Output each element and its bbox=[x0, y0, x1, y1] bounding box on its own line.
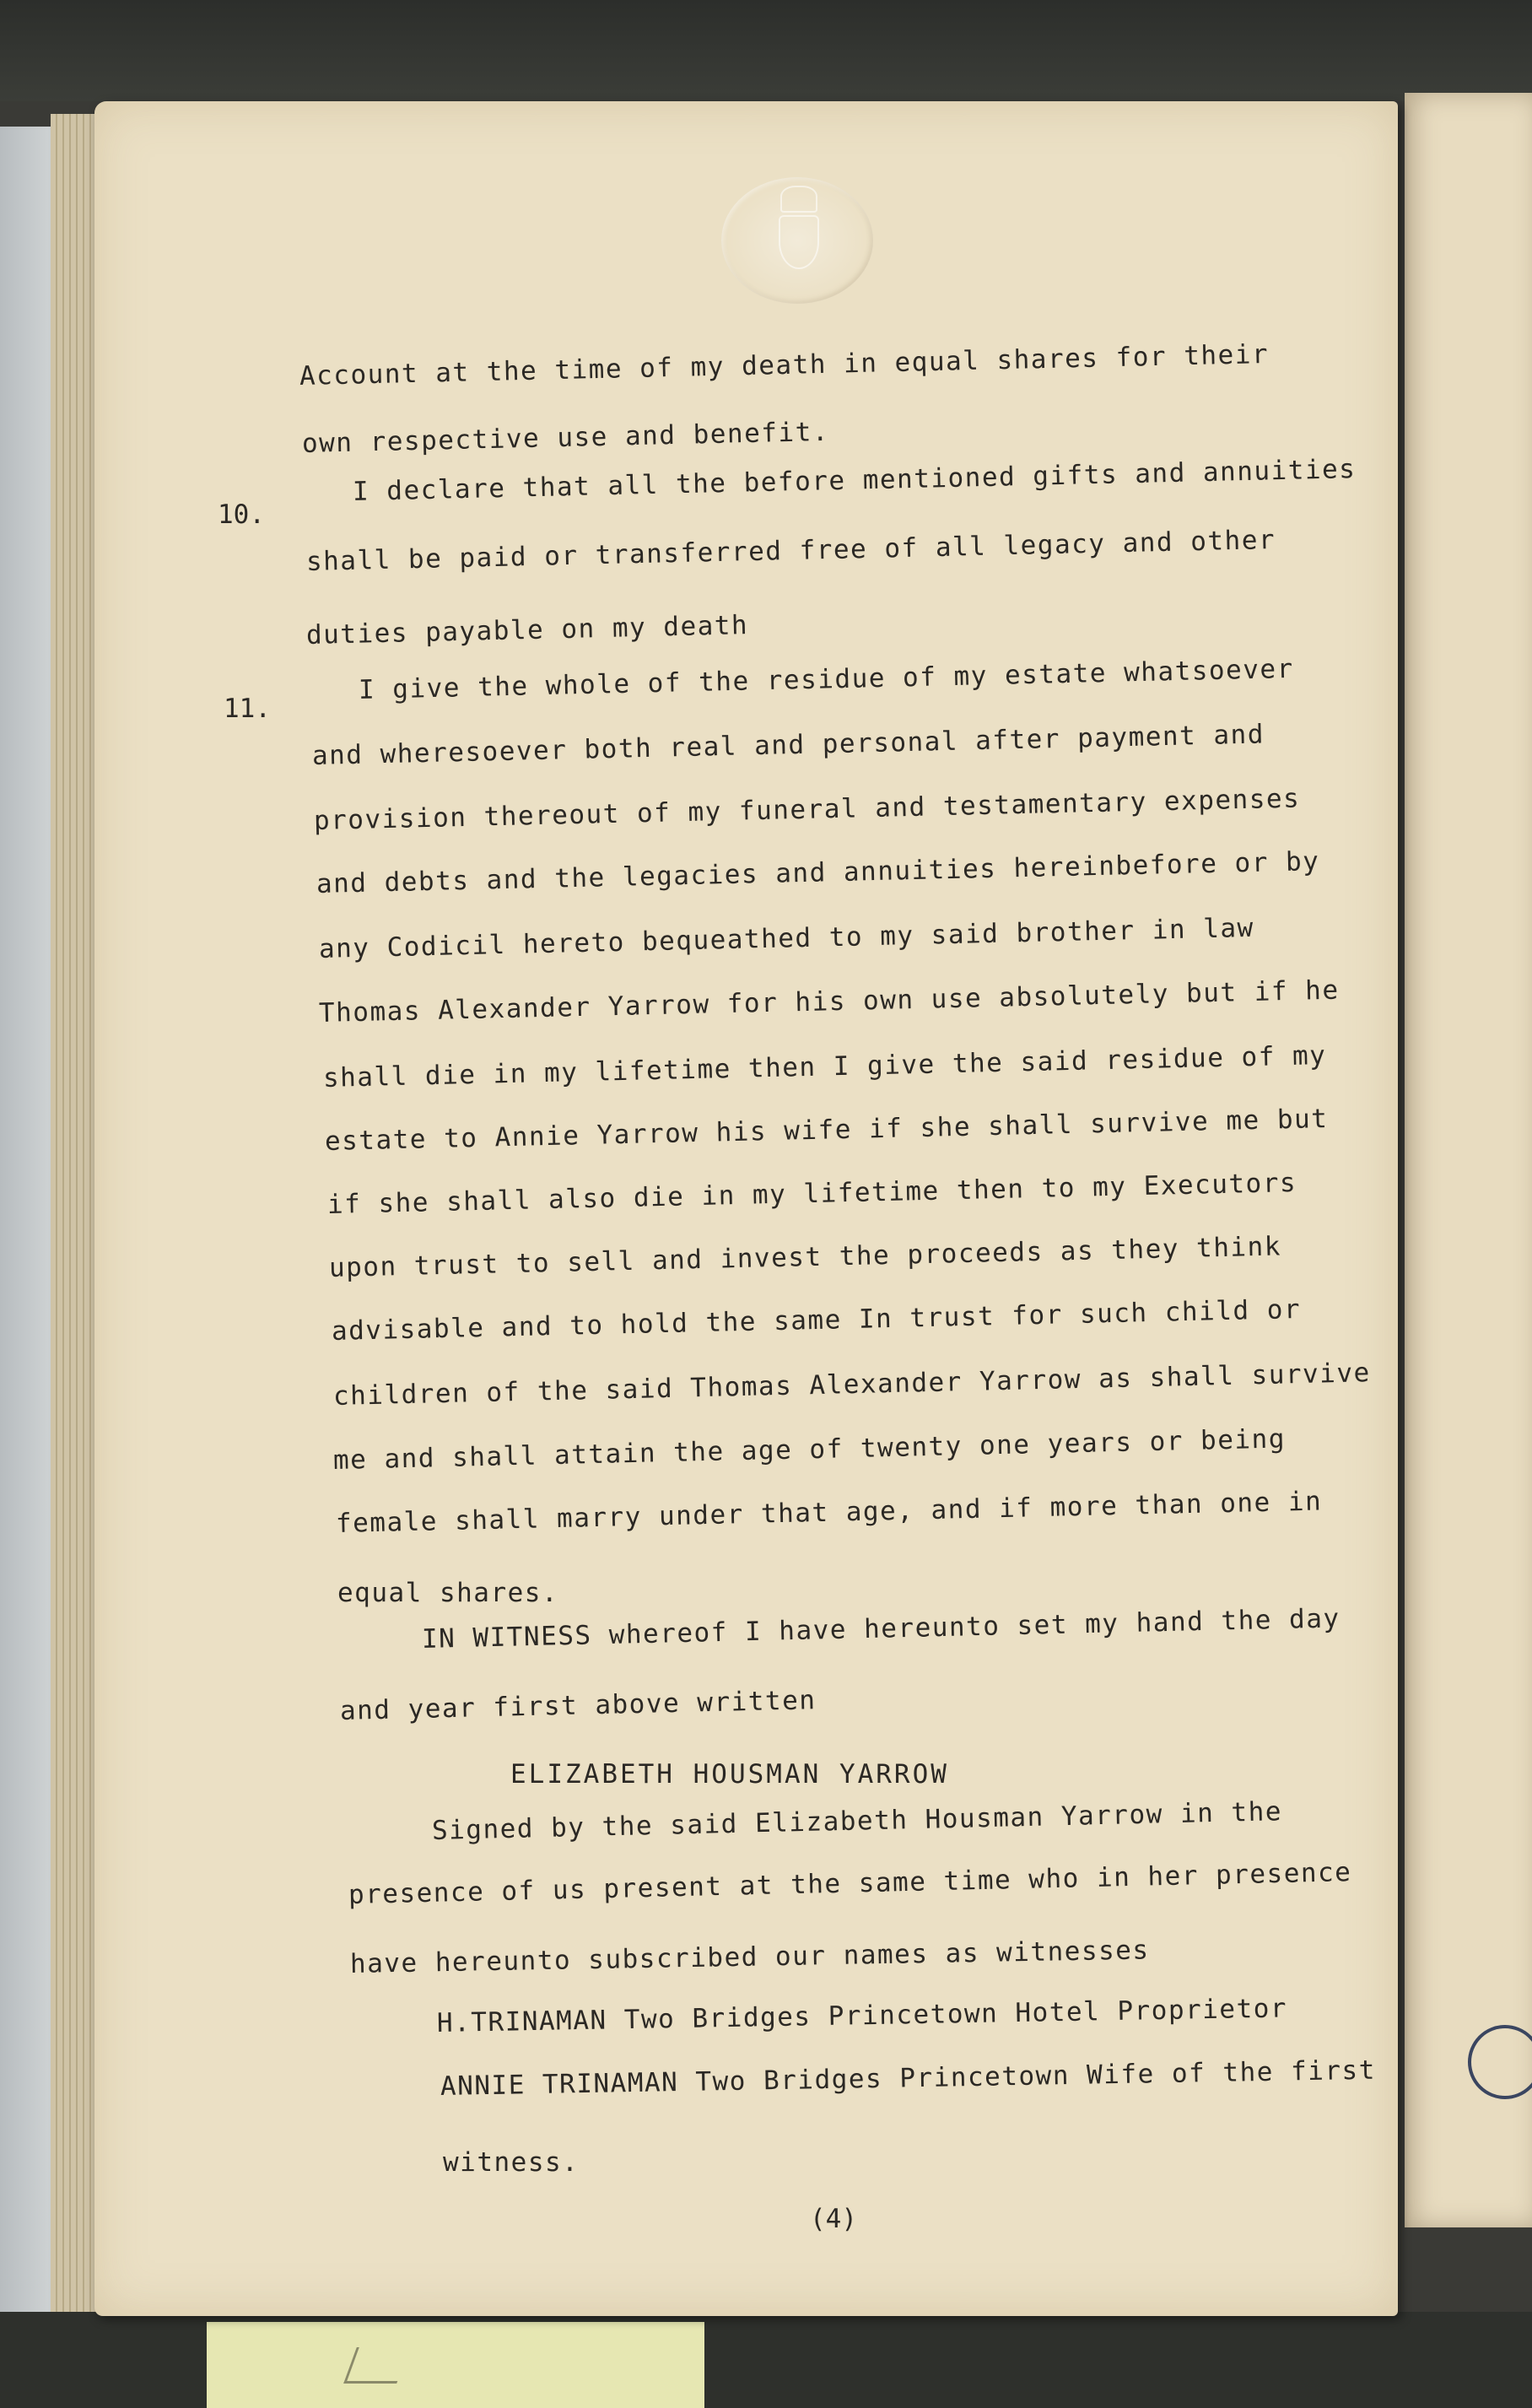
text-line: if she shall also die in my lifetime then to my Executors bbox=[326, 1167, 1297, 1220]
seal-crown-icon bbox=[780, 186, 817, 213]
text-line: and wheresoever both real and personal after payment and bbox=[311, 719, 1265, 771]
testator-signature: ELIZABETH HOUSMAN YARROW bbox=[510, 1759, 949, 1790]
text-line: witness. bbox=[443, 2147, 580, 2178]
text-line: I give the whole of the residue of my estate whatsoever bbox=[358, 653, 1295, 705]
text-line: equal shares. bbox=[337, 1578, 559, 1608]
text-line: Signed by the said Elizabeth Housman Yarrow in the bbox=[431, 1796, 1283, 1846]
text-line: provision thereout of my funeral and testamentary expenses bbox=[313, 783, 1301, 836]
text-line: have hereunto subscribed our names as witnesses bbox=[349, 1935, 1150, 1979]
witness-line: ANNIE TRINAMAN Two Bridges Princetown Wife of the first bbox=[440, 2054, 1377, 2102]
text-line: shall die in my lifetime then I give the said residue of my bbox=[322, 1040, 1327, 1093]
paragraph-number: 10. bbox=[218, 499, 265, 530]
text-line: IN WITNESS whereof I have hereunto set my hand the day bbox=[421, 1603, 1340, 1655]
seal-shield-icon bbox=[779, 215, 819, 269]
book-binding-top bbox=[0, 0, 1532, 101]
text-line: shall be paid or transferred free of all legacy and other bbox=[305, 524, 1276, 577]
text-line: estate to Annie Yarrow his wife if she shall survive me but bbox=[324, 1104, 1329, 1157]
text-line: own respective use and benefit. bbox=[301, 416, 830, 459]
text-line: and year first above written bbox=[339, 1685, 817, 1726]
text-line: advisable and to hold the same In trust for such child or bbox=[331, 1293, 1302, 1347]
archive-tag-slip bbox=[207, 2322, 704, 2408]
embossed-royal-seal bbox=[721, 177, 873, 304]
text-line: any Codicil hereto bequeathed to my said brother in law bbox=[318, 912, 1255, 964]
text-line: upon trust to sell and invest the proceeds as they think bbox=[328, 1231, 1282, 1283]
text-line: Thomas Alexander Yarrow for his own use absolutely but if he bbox=[318, 975, 1340, 1029]
text-line: I declare that all the before mentioned gifts and annuities bbox=[352, 454, 1357, 507]
text-line: children of the said Thomas Alexander Yarrow as shall survive bbox=[332, 1358, 1372, 1412]
facing-page-right bbox=[1405, 93, 1532, 2227]
text-line: presence of us present at the same time who in her presence bbox=[348, 1857, 1352, 1910]
slip-mark bbox=[343, 2347, 410, 2384]
text-line: female shall marry under that age, and if more than one in bbox=[335, 1486, 1323, 1539]
text-line: duties payable on my death bbox=[305, 610, 749, 651]
text-line: and debts and the legacies and annuities hereinbefore or by bbox=[316, 846, 1320, 899]
text-line: Account at the time of my death in equal shares for their bbox=[299, 338, 1270, 391]
page-number: (4) bbox=[810, 2204, 857, 2234]
witness-line: H.TRINAMAN Two Bridges Princetown Hotel Proprietor bbox=[436, 1993, 1288, 2038]
paragraph-number: 11. bbox=[224, 694, 271, 724]
text-line: me and shall attain the age of twenty one years or being bbox=[332, 1423, 1287, 1476]
